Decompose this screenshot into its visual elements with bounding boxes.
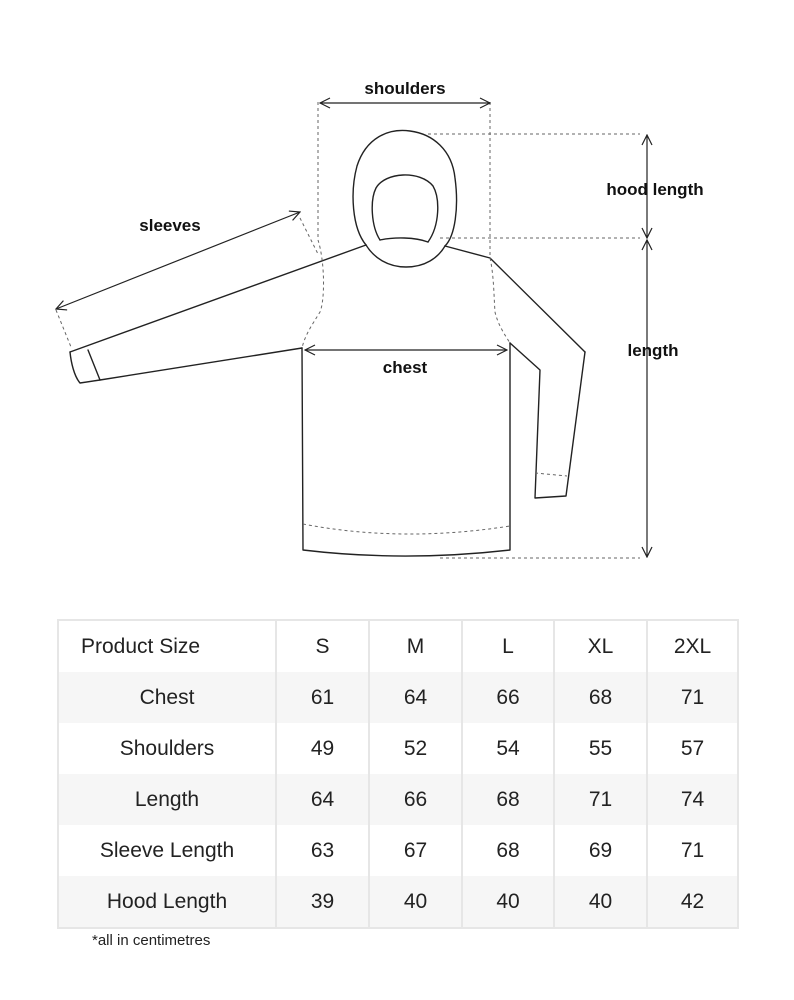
- size-chart-table: [57, 619, 739, 929]
- table-cell: 68: [554, 672, 647, 723]
- hoodie-outline: [70, 130, 585, 556]
- header-size-s: S: [276, 620, 369, 672]
- hood-length-label: hood length: [606, 180, 704, 199]
- header-size-m: M: [369, 620, 462, 672]
- row-label: Sleeve Length: [58, 825, 276, 876]
- table-cell: 68: [462, 774, 554, 825]
- table-cell: 67: [369, 825, 462, 876]
- table-cell: 66: [369, 774, 462, 825]
- table-cell: 64: [369, 672, 462, 723]
- table-cell: 42: [647, 876, 738, 928]
- table-cell: 71: [680, 838, 705, 862]
- table-cell: 52: [369, 723, 462, 774]
- units-footnote: *all in centimetres: [92, 932, 211, 949]
- measurement-arrows: [56, 103, 647, 557]
- table-cell: 68: [462, 825, 554, 876]
- table-cell: 54: [462, 723, 554, 774]
- table-row: [58, 825, 738, 876]
- length-label: length: [627, 341, 679, 360]
- table-cell: 74: [647, 774, 738, 825]
- table-cell: 69: [554, 825, 647, 876]
- table-cell: 39: [276, 876, 369, 928]
- table-row: [58, 774, 738, 825]
- header-size-2xl: 2XL: [673, 634, 712, 658]
- table-cell: 64: [276, 774, 369, 825]
- shoulders-label: shoulders: [364, 79, 446, 98]
- table-row: [58, 876, 738, 928]
- dashed-guides: [56, 102, 640, 558]
- header-size-xl: XL: [554, 620, 647, 672]
- chest-label: chest: [382, 358, 428, 377]
- row-label: Shoulders: [58, 723, 276, 774]
- table-header-row: [58, 620, 738, 672]
- table-cell: 71: [647, 672, 738, 723]
- row-label: Hood Length: [58, 876, 276, 928]
- table-cell: 66: [462, 672, 554, 723]
- table-row: [58, 723, 738, 774]
- table-cell: 40: [369, 876, 462, 928]
- table-cell: 61: [276, 672, 369, 723]
- table-row: [58, 672, 738, 723]
- row-label: Chest: [58, 672, 276, 723]
- header-product-size: Product Size: [58, 620, 276, 672]
- table-cell: 40: [554, 876, 647, 928]
- header-size-l: L: [462, 620, 554, 672]
- row-label: Length: [58, 774, 276, 825]
- table-cell: 55: [554, 723, 647, 774]
- table-cell: 49: [276, 723, 369, 774]
- table-cell: 40: [462, 876, 554, 928]
- table-cell: 71: [554, 774, 647, 825]
- table-cell: 63: [276, 825, 369, 876]
- table-cell: 57: [680, 736, 705, 760]
- sleeves-label: sleeves: [139, 216, 201, 235]
